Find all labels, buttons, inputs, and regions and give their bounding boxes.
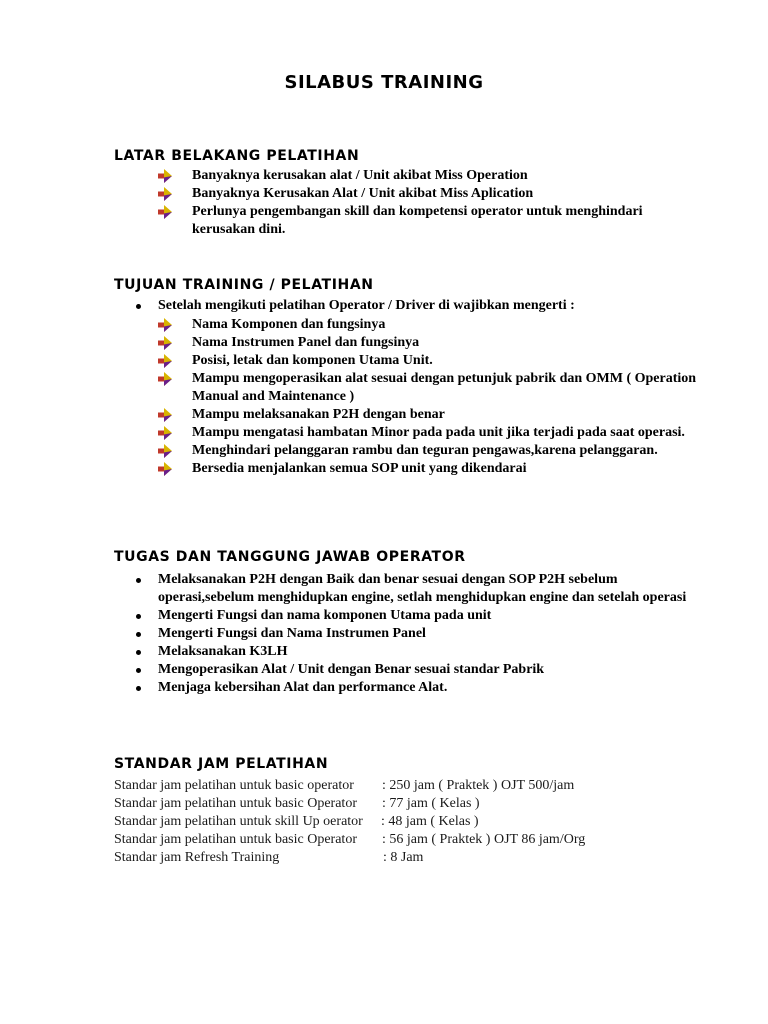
list-item (0, 607, 768, 625)
list-item-text: Banyaknya Kerusakan Alat / Unit akibat Miss Aplication (192, 186, 534, 201)
section-heading-tugas: TUGAS DAN TANGGUNG JAWAB OPERATOR (114, 549, 466, 565)
document-title: SILABUS TRAINING (284, 72, 484, 93)
list-item (0, 185, 768, 203)
section-heading-tujuan: TUJUAN TRAINING / PELATIHAN (114, 277, 374, 293)
list-item-text: Mampu mengatasi hambatan Minor pada pada unit jika terjadi pada saat operasi. (192, 425, 685, 440)
standar-jam-value: : 56 jam ( Praktek ) OJT 86 jam/Org (382, 832, 586, 847)
standar-jam-value: : 8 Jam (383, 850, 424, 865)
bullet-dot-icon (136, 614, 141, 619)
arrow-bullet-icon (158, 426, 172, 440)
arrow-bullet-icon (158, 354, 172, 368)
list-item-text: Mengoperasikan Alat / Unit dengan Benar sesuai standar Pabrik (158, 662, 545, 677)
bullet-dot-icon (136, 632, 141, 637)
bullet-dot-icon (136, 668, 141, 673)
standar-jam-label: Standar jam pelatihan untuk basic operator (114, 778, 354, 793)
standar-jam-label: Standar jam Refresh Training (114, 850, 280, 865)
standar-jam-label: Standar jam pelatihan untuk basic Operator (114, 832, 357, 847)
list-item (0, 203, 768, 239)
list-item-text: Mengerti Fungsi dan Nama Instrumen Panel (158, 626, 426, 641)
section-heading-latar: LATAR BELAKANG PELATIHAN (114, 148, 360, 164)
list-item (0, 370, 768, 406)
list-item-text: Menghindari pelanggaran rambu dan teguran pengawas,karena pelanggaran. (192, 443, 658, 458)
list-item (0, 167, 768, 185)
arrow-bullet-icon (158, 372, 172, 386)
list-item-text: Mampu melaksanakan P2H dengan benar (192, 407, 445, 422)
list-item (0, 643, 768, 661)
list-item-text: Melaksanakan K3LH (158, 644, 288, 659)
list-item (0, 334, 768, 352)
list-item-text: Bersedia menjalankan semua SOP unit yang dikendarai (192, 461, 527, 476)
arrow-bullet-icon (158, 205, 172, 219)
list-item-text: Setelah mengikuti pelatihan Operator / Driver di wajibkan mengerti : (158, 298, 575, 313)
list-item-text: Banyaknya kerusakan alat / Unit akibat Miss Operation (192, 168, 528, 183)
list-item-text: Perlunya pengembangan skill dan kompetensi operator untuk menghindari kerusakan dini. (192, 204, 643, 237)
list-item (0, 625, 768, 643)
arrow-bullet-icon (158, 187, 172, 201)
standar-jam-value: : 48 jam ( Kelas ) (381, 814, 479, 829)
list-item (0, 679, 768, 697)
list-item (0, 352, 768, 370)
arrow-bullet-icon (158, 336, 172, 350)
arrow-bullet-icon (158, 169, 172, 183)
bullet-dot-icon (136, 304, 141, 309)
arrow-bullet-icon (158, 444, 172, 458)
arrow-bullet-icon (158, 318, 172, 332)
tujuan-list (0, 297, 768, 315)
list-item (0, 316, 768, 334)
list-item (0, 406, 768, 424)
list-item-text: Menjaga kebersihan Alat dan performance Alat. (158, 680, 448, 695)
list-item-text: Melaksanakan P2H dengan Baik dan benar sesuai dengan SOP P2H sebelum operasi,sebelum menghidupkan engine, setlah menghidupkan engine dan setelah operasi (158, 572, 687, 605)
standar-jam-label: Standar jam pelatihan untuk basic Operator (114, 796, 357, 811)
list-item-text: Mengerti Fungsi dan nama komponen Utama pada unit (158, 608, 492, 623)
tujuan-sub-list (0, 316, 768, 478)
bullet-dot-icon (136, 578, 141, 583)
tugas-list (0, 571, 768, 697)
standar-jam-value: : 77 jam ( Kelas ) (382, 796, 480, 811)
list-item-text: Nama Instrumen Panel dan fungsinya (192, 335, 420, 350)
list-item (0, 661, 768, 679)
arrow-bullet-icon (158, 462, 172, 476)
bullet-dot-icon (136, 686, 141, 691)
list-item (0, 424, 768, 442)
list-item-text: Mampu mengoperasikan alat sesuai dengan petunjuk pabrik dan OMM ( Operation Manual and Maintenance ) (192, 371, 697, 404)
latar-list (0, 167, 768, 239)
standar-jam-value: : 250 jam ( Praktek ) OJT 500/jam (382, 778, 575, 793)
list-item (0, 297, 768, 315)
list-item-text: Posisi, letak dan komponen Utama Unit. (192, 353, 433, 368)
standar-jam-label: Standar jam pelatihan untuk skill Up oerator (114, 814, 363, 829)
list-item (0, 571, 768, 607)
bullet-dot-icon (136, 650, 141, 655)
list-item-text: Nama Komponen dan fungsinya (192, 317, 386, 332)
list-item (0, 460, 768, 478)
arrow-bullet-icon (158, 408, 172, 422)
section-heading-standar: STANDAR JAM PELATIHAN (114, 756, 329, 772)
list-item (0, 442, 768, 460)
